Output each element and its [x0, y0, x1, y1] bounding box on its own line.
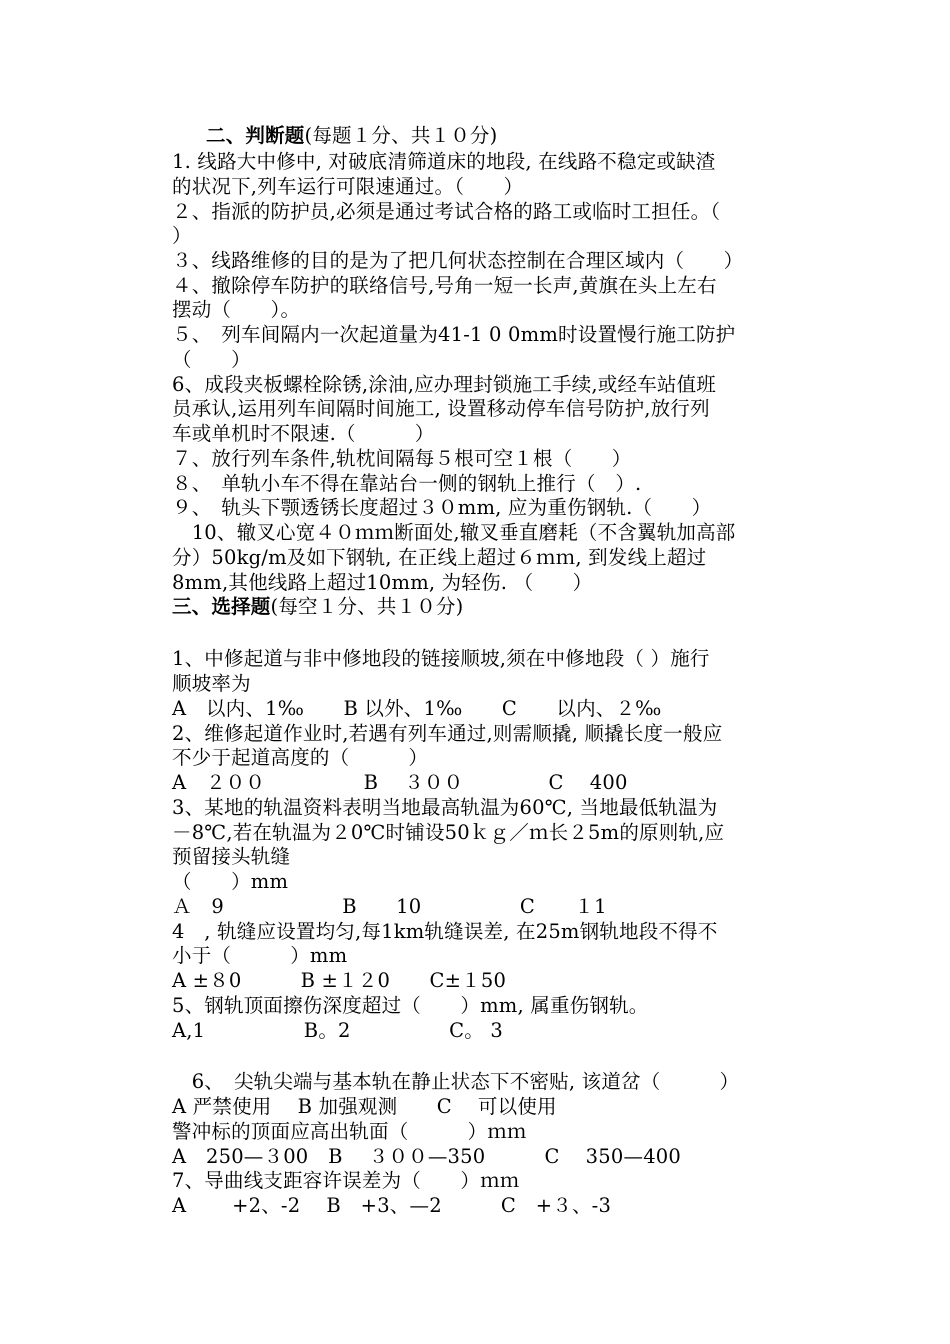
judgment-line-5: ３、线路维修的目的是为了把几何状态控制在合理区域内（ ）: [172, 249, 744, 272]
judgment-line-9: （ ）: [172, 348, 251, 371]
judgment-line-15: ９、 轨头下颚透锈长度超过３０mm, 应为重伤钢轨.（ ）: [172, 496, 712, 519]
choice-line-14: A ±８0 B ±１２0 C±１50: [172, 969, 507, 992]
choice-line-4: 2、维修起道作业时,若遇有列车通过,则需顺撬, 顺撬长度一般应: [172, 722, 723, 745]
choice-line-17: 6、 尖轨尖端与基本轨在静止状态下不密贴, 该道岔（ ）: [172, 1070, 740, 1093]
choice-line-3: A 以内、1‰ B 以外、1‰ C 以内、２‰: [172, 697, 662, 720]
judgment-line-17: 分）50kg/m及如下钢轨, 在正线上超过６ｍｍ, 到发线上超过: [172, 546, 707, 569]
choice-line-15: 5、钢轨顶面擦伤深度超过（ ）mm, 属重伤钢轨。: [172, 994, 649, 1017]
judgment-line-1: 1. 线路大中修中, 对破底清筛道床的地段, 在线路不稳定或缺渣: [172, 150, 716, 173]
choice-line-8: －8℃,若在轨温为２0℃时铺设50ｋｇ／ｍ长２5m的原则轨,应: [172, 821, 725, 844]
choice-title-bold: 三、选择题: [172, 595, 271, 618]
judgment-line-18: 8mm,其他线路上超过10mm, 为轻伤. （ ）: [172, 571, 593, 594]
choice-line-21: 7、导曲线支距容许误差为（ ）ｍｍ: [172, 1169, 520, 1192]
choice-line-2: 顺坡率为: [172, 672, 251, 695]
judgment-line-16: 10、辙叉心宽４０ｍｍ断面处,辙叉垂直磨耗（不含翼轨加高部: [172, 521, 736, 544]
choice-title-scoring: (每空１分、共１０分): [270, 595, 464, 618]
choice-line-10: （ ）mm: [172, 870, 289, 893]
choice-line-7: 3、某地的轨温资料表明当地最高轨温为60℃, 当地最低轨温为: [172, 796, 718, 819]
judgment-line-11: 员承认,运用列车间隔时间施工, 设置移动停车信号防护,放行列: [172, 397, 710, 420]
judgment-line-2: 的状况下,列车运行可限速通过。（ ）: [172, 175, 524, 198]
judgment-line-12: 车或单机时不限速.（ ）: [172, 422, 435, 445]
judgment-line-7: 摆动（ ）。: [172, 298, 301, 321]
judgment-title-scoring: (每题１分、共１０分): [304, 124, 498, 147]
judgment-line-10: 6、成段夹板螺栓除锈,涂油,应办理封锁施工手续,或经车站值班: [172, 373, 717, 396]
judgment-line-6: ４、撤除停车防护的联络信号,号角一短一长声,黄旗在头上左右: [172, 274, 717, 297]
choice-line-6: A ２００ B ３００ C 400: [172, 771, 628, 794]
judgment-line-14: ８、 单轨小车不得在靠站台一侧的钢轨上推行（ ）.: [172, 472, 642, 495]
choice-section-title: [172, 595, 463, 620]
choice-line-13: 小于（ ）mm: [172, 944, 348, 967]
choice-line-18: A 严禁使用 B 加强观测 C 可以使用: [172, 1095, 557, 1118]
choice-line-16: A,1 B。2 C。 3: [172, 1019, 503, 1042]
judgment-title-bold: 二、判断题: [206, 124, 305, 147]
judgment-line-3: ２、指派的防护员,必须是通过考试合格的路工或临时工担任。（: [172, 200, 721, 223]
choice-line-5: 不少于起道高度的（ ）: [172, 746, 429, 769]
judgment-section-title: [206, 124, 497, 149]
choice-line-11: Ａ 9 B 10 C １1: [172, 895, 607, 918]
judgment-line-4: ）: [172, 224, 192, 247]
judgment-line-13: ７、放行列车条件,轨枕间隔每５根可空１根（ ）: [172, 447, 632, 470]
choice-line-9: 预留接头轨缝: [172, 845, 291, 868]
choice-line-1: 1、中修起道与非中修地段的链接顺坡,须在中修地段（ ）施行: [172, 647, 710, 670]
choice-line-20: A 250—３00 B ３００—350 C 350—400: [172, 1145, 682, 1168]
choice-line-19: 警冲标的顶面应高出轨面（ ）ｍｍ: [172, 1120, 527, 1143]
choice-line-12: 4 , 轨缝应设置均匀,每1km轨缝误差, 在25m钢轨地段不得不: [172, 920, 718, 943]
choice-line-22: A +2、-2 B +3、—2 C +３、-3: [172, 1194, 612, 1217]
judgment-line-8: ５、 列车间隔内一次起道量为41-1 0 0mm时设置慢行施工防护: [172, 323, 736, 346]
